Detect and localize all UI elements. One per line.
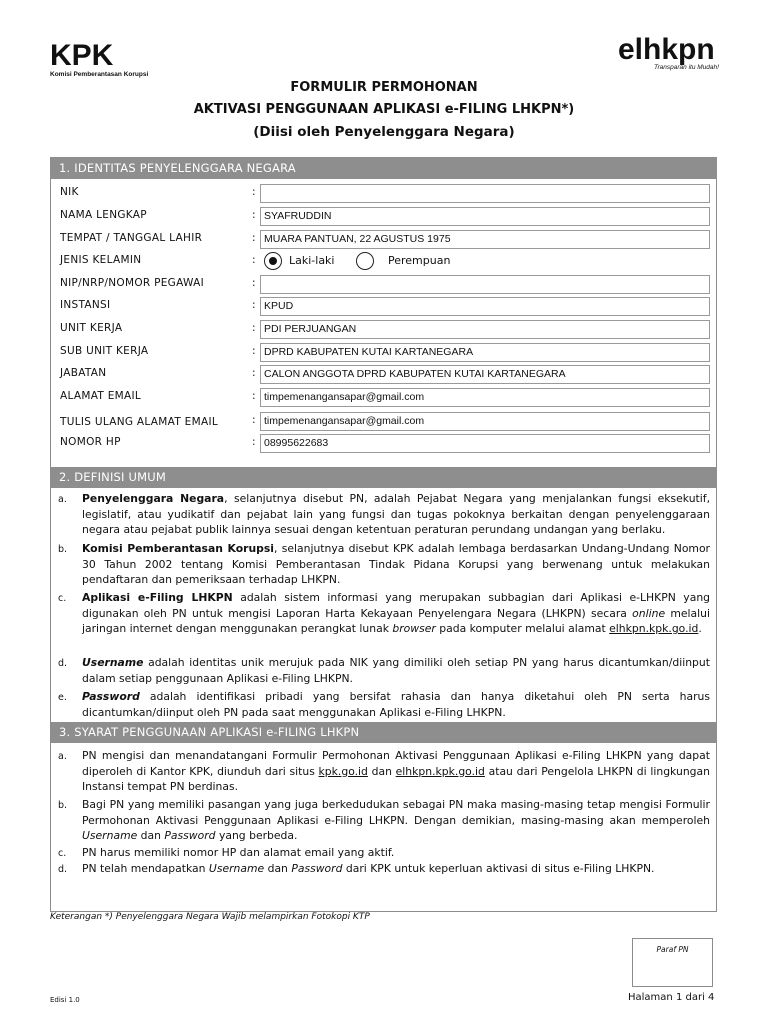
browser-term: browser bbox=[392, 622, 436, 636]
gender-row bbox=[58, 251, 710, 273]
list-marker: c. bbox=[58, 848, 67, 859]
elhkpn-link[interactable]: elhkpn.kpk.go.id bbox=[395, 764, 485, 778]
ttl-input[interactable]: MUARA PANTUAN, 22 AGUSTUS 1975 bbox=[260, 230, 710, 249]
definition-c-text: pada komputer melalui alamat bbox=[435, 622, 610, 636]
requirement-d-text: dan bbox=[264, 862, 292, 875]
nama-row bbox=[58, 206, 710, 228]
colon: : bbox=[252, 436, 256, 448]
gender-female-radio[interactable] bbox=[356, 252, 374, 270]
hp-row bbox=[58, 433, 710, 455]
colon: : bbox=[252, 277, 256, 289]
colon: : bbox=[252, 390, 256, 402]
email-confirm-input[interactable]: timpemenangansapar@gmail.com bbox=[260, 412, 710, 431]
online-term: online bbox=[632, 606, 666, 620]
list-marker: d. bbox=[58, 864, 68, 875]
email-confirm-label: TULIS ULANG ALAMAT EMAIL bbox=[60, 416, 218, 428]
requirement-c-text: PN harus memiliki nomor HP dan alamat email yang aktif. bbox=[82, 846, 395, 859]
list-marker: a. bbox=[58, 751, 67, 762]
jabatan-input[interactable]: CALON ANGGOTA DPRD KABUPATEN KUTAI KARTANEGARA bbox=[260, 365, 710, 384]
paraf-label: Paraf PN bbox=[656, 945, 689, 954]
definition-c-text: adalah sistem informasi yang merupakan subbagian dari Aplikasi e-LHKPN yang digunakan oleh PN untuk mengisi Laporan Harta Kekayaan Penyelengara Negara (LHKPN) secara bbox=[82, 591, 711, 620]
email-input[interactable]: timpemenangansapar@gmail.com bbox=[260, 388, 710, 407]
nip-row bbox=[58, 274, 710, 296]
username-term: Username bbox=[82, 829, 138, 843]
section1-heading: 1. IDENTITAS PENYELENGGARA NEGARA bbox=[51, 158, 717, 179]
nama-input[interactable]: SYAFRUDDIN bbox=[260, 207, 710, 226]
colon: : bbox=[252, 367, 256, 379]
term-aplikasi-efiling: Aplikasi e-Filing LHKPN bbox=[82, 591, 233, 604]
unit-kerja-input[interactable]: PDI PERJUANGAN bbox=[260, 320, 710, 339]
requirement-a-text: atau dari Pengelola LHKPN di lingkungan Instansi tempat PN berdinas. bbox=[82, 764, 710, 794]
elhkpn-tagline: Transparan itu Mudah! bbox=[654, 64, 719, 71]
colon: : bbox=[252, 209, 256, 221]
nama-label: NAMA LENGKAP bbox=[60, 209, 147, 221]
email-label: ALAMAT EMAIL bbox=[60, 390, 142, 402]
nip-label: NIP/NRP/NOMOR PEGAWAI bbox=[60, 277, 205, 289]
unit-kerja-label: UNIT KERJA bbox=[60, 322, 123, 334]
gender-female-label: Perempuan bbox=[388, 254, 451, 267]
list-marker: b. bbox=[58, 800, 68, 811]
section3-heading: 3. SYARAT PENGGUNAAN APLIKASI e-FILING LHKPN bbox=[51, 722, 717, 743]
nik-label: NIK bbox=[60, 186, 79, 198]
colon: : bbox=[252, 414, 256, 426]
definition-e-text: adalah identifikasi pribadi yang bersifat rahasia dan hanya diketahui oleh PN serta harus dicantumkan/diinput oleh PN pada saat menggunakan Aplikasi e-Filing LHKPN. bbox=[82, 690, 710, 719]
list-marker: e. bbox=[58, 692, 67, 703]
term-kpk: Komisi Pemberantasan Korupsi bbox=[82, 542, 275, 555]
requirement-b-text: yang berbeda. bbox=[215, 829, 298, 843]
elhkpn-logo bbox=[618, 34, 728, 80]
colon: : bbox=[252, 254, 256, 266]
password-term: Password bbox=[164, 829, 216, 843]
requirement-b-text: dan bbox=[137, 829, 165, 843]
definition-a-text: , selanjutnya disebut PN, adalah Pejabat Negara yang menjalankan fungsi eksekutif, legislatif, atau yudikatif dan pejabat lain yang fungsi dan tugas pokoknya berkaitan dengan penyelenggaraan negara atau pejabat publik lainnya sesuai dengan ketentuan peraturan perundang undangan yang berlaku. bbox=[82, 492, 711, 537]
instansi-input[interactable]: KPUD bbox=[260, 297, 710, 316]
colon: : bbox=[252, 299, 256, 311]
paraf-box[interactable] bbox=[632, 938, 713, 987]
definition-c-text: melalui jaringan internet dengan menggunakan perangkat lunak bbox=[82, 606, 710, 636]
colon: : bbox=[252, 232, 256, 244]
password-term: Password bbox=[291, 862, 343, 875]
instansi-label: INSTANSI bbox=[60, 299, 111, 311]
username-term: Username bbox=[208, 862, 265, 875]
form-title-line1: FORMULIR PERMOHONAN bbox=[290, 80, 478, 95]
gender-label: JENIS KELAMIN bbox=[60, 254, 142, 266]
list-marker: b. bbox=[58, 544, 68, 555]
section2-heading: 2. DEFINISI UMUM bbox=[51, 467, 717, 488]
definition-b-text: , selanjutnya disebut KPK adalah lembaga berdasarkan Undang-Undang Nomor 30 Tahun 2002 tentang Komisi Pemberantasan Tindak Pidana Korupsi yang berwenang untuk melakukan pendaftaran dan pemeriksaan terhadap LHKPN. bbox=[82, 542, 710, 587]
colon: : bbox=[252, 186, 256, 198]
gender-male-label: Laki-laki bbox=[289, 254, 335, 267]
term-password: Password bbox=[82, 690, 140, 703]
nik-row bbox=[58, 183, 710, 205]
form-title-line3: (Diisi oleh Penyelenggara Negara) bbox=[253, 124, 515, 140]
list-marker: c. bbox=[58, 593, 67, 604]
nip-input[interactable] bbox=[260, 275, 710, 294]
kpk-logo-subtitle: Komisi Pemberantasan Korupsi bbox=[50, 71, 149, 78]
term-penyelenggara-negara: Penyelenggara Negara bbox=[82, 492, 225, 505]
instansi-row bbox=[58, 296, 710, 318]
requirement-a-text: PN mengisi dan menandatangani Formulir Permohonan Aktivasi Penggunaan Aplikasi e-Filing LHKPN yang dapat diperoleh di Kantor KPK, diunduh dari situs bbox=[82, 749, 710, 778]
requirement-d-text: dari KPK untuk keperluan aktivasi di situs e-Filing LHKPN. bbox=[342, 862, 655, 875]
unit-kerja-row bbox=[58, 319, 710, 341]
page-number: Halaman 1 dari 4 bbox=[628, 992, 715, 1003]
email-row bbox=[58, 387, 710, 409]
form-title-line2: AKTIVASI PENGGUNAAN APLIKASI e-FILING LHKPN*) bbox=[193, 102, 575, 117]
kpk-logo bbox=[50, 39, 170, 82]
footnote: Keterangan *) Penyelenggara Negara Wajib melampirkan Fotokopi KTP bbox=[50, 912, 370, 922]
hp-label: NOMOR HP bbox=[60, 436, 121, 448]
requirement-d-text: PN telah mendapatkan bbox=[82, 862, 209, 875]
sub-unit-label: SUB UNIT KERJA bbox=[60, 345, 149, 357]
jabatan-row bbox=[58, 364, 710, 386]
jabatan-label: JABATAN bbox=[60, 367, 107, 379]
nik-input[interactable] bbox=[260, 184, 710, 203]
definition-c-text: . bbox=[698, 622, 702, 636]
hp-input[interactable]: 08995622683 bbox=[260, 434, 710, 453]
colon: : bbox=[252, 345, 256, 357]
colon: : bbox=[252, 322, 256, 334]
requirement-b-text: Bagi PN yang memiliki pasangan yang juga berkedudukan sebagai PN maka masing-masing tetap mengisi Formulir Permohonan Aktivasi Penggunaan Aplikasi e-Filing LHKPN. Dengan demikian, masing-masing akan memperoleh bbox=[82, 798, 710, 827]
ttl-row bbox=[58, 229, 710, 251]
edition-label: Edisi 1.0 bbox=[50, 996, 80, 1004]
kpk-logo-text: KPK bbox=[50, 39, 114, 72]
list-marker: a. bbox=[58, 494, 67, 505]
email-confirm-row bbox=[58, 411, 710, 433]
elhkpn-logo-text: elhkpn bbox=[618, 33, 715, 66]
radio-selected-dot bbox=[269, 257, 277, 265]
ttl-label: TEMPAT / TANGGAL LAHIR bbox=[60, 232, 203, 244]
kpk-link[interactable]: kpk.go.id bbox=[318, 764, 368, 778]
list-marker: d. bbox=[58, 658, 68, 669]
sub-unit-row bbox=[58, 342, 710, 364]
requirement-a-text: dan bbox=[367, 764, 396, 778]
definition-d-text: adalah identitas unik merujuk pada NIK yang dimiliki oleh setiap PN yang harus dicantumkan/diinput dalam setiap penggunaan Aplikasi e-Filing LHKPN. bbox=[82, 656, 710, 685]
term-username: Username bbox=[82, 656, 144, 669]
gender-male-radio[interactable] bbox=[264, 252, 282, 270]
sub-unit-input[interactable]: DPRD KABUPATEN KUTAI KARTANEGARA bbox=[260, 343, 710, 362]
elhkpn-link[interactable]: elhkpn.kpk.go.id bbox=[609, 622, 699, 636]
